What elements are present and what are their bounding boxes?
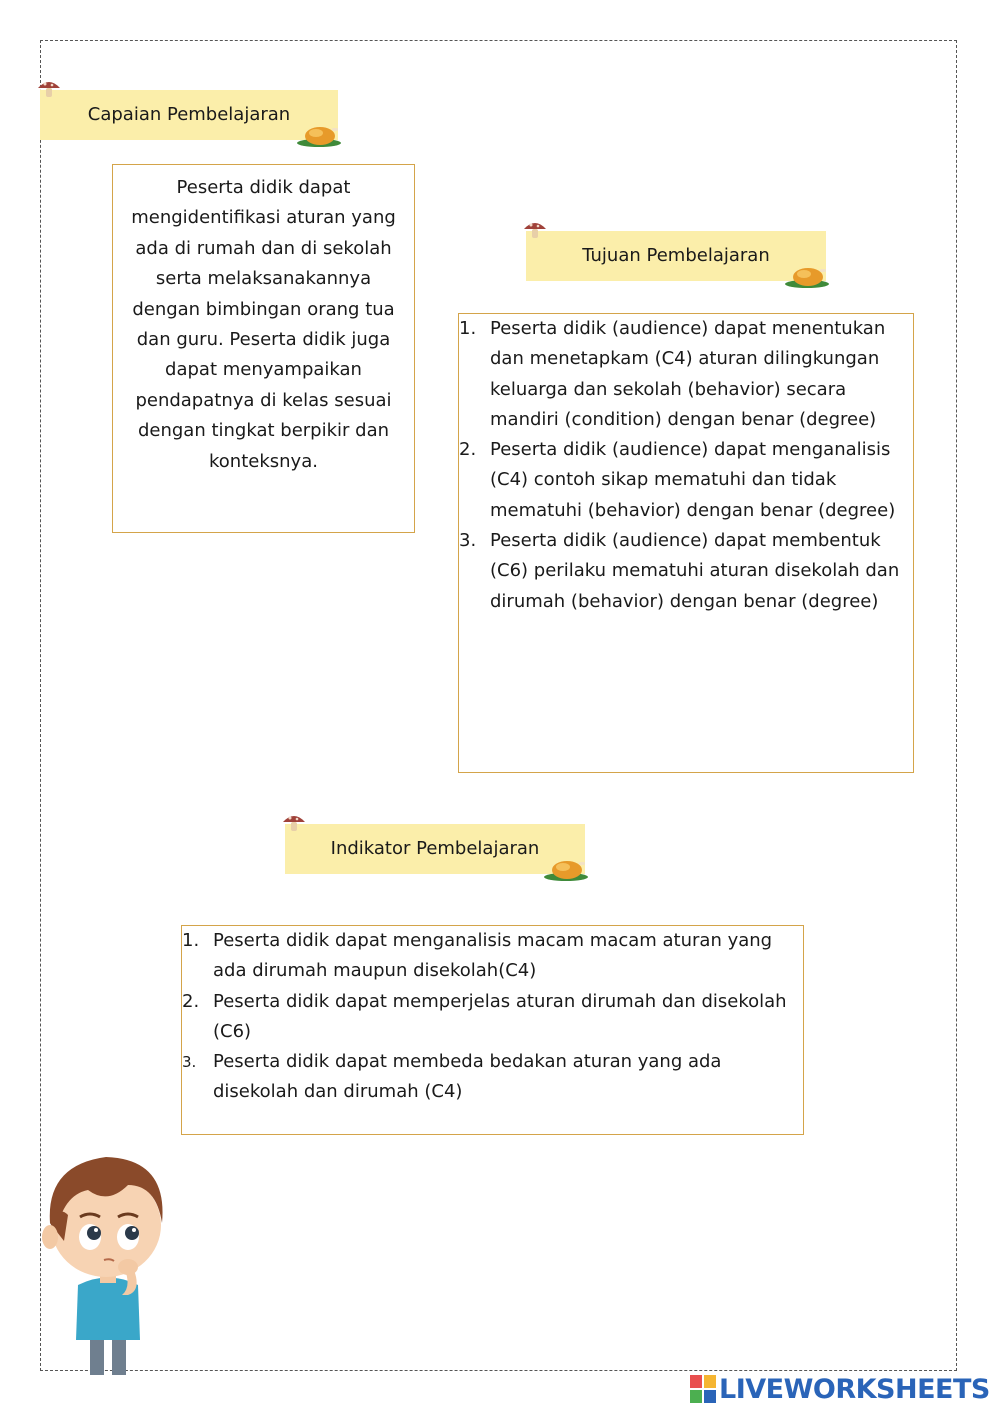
capaian-banner [40,90,338,140]
list-item: 3. Peserta didik (audience) dapat membentuk (C6) perilaku mematuhi aturan disekolah dan dirumah (behavior) dengan benar (degree) [459,530,900,612]
liveworksheets-logo-icon [690,1375,716,1403]
list-item: 2. Peserta didik dapat memperjelas aturan dirumah dan disekolah (C6) [182,990,787,1042]
indikator-box [181,925,804,1135]
capaian-text: Peserta didik dapat mengidentifikasi aturan yang ada di rumah dan di sekolah serta melaksanakannya dengan bimbingan orang tua dan guru. Peserta didik juga dapat menyampaikan pendapatnya di kelas sesuai dengan tingkat berpikir dan konteksnya. [131,177,396,472]
capaian-title: Capaian Pembelajaran [87,104,291,125]
list-item: 1. Peserta didik (audience) dapat menentukan dan menetapkam (C4) aturan dilingkungan keluarga dan sekolah (behavior) secara mandiri (condition) dengan benar (degree) [459,318,886,430]
list-item: 3. Peserta didik dapat membeda bedakan aturan yang ada disekolah dan dirumah (C4) [182,1051,722,1103]
roast-turkey-icon [543,856,589,882]
indikator-title: Indikator Pembelajaran [330,838,540,859]
thinking-boy-illustration [28,1145,178,1375]
roast-turkey-icon [296,122,342,148]
tujuan-box [458,313,914,773]
indikator-banner [285,824,585,874]
roast-turkey-icon [784,263,830,289]
capaian-box [112,164,415,533]
tujuan-title: Tujuan Pembelajaran [582,245,770,266]
brand-text: LIVEWORKSHEETS [719,1373,990,1405]
liveworksheets-brand [690,1372,990,1406]
list-item: 1. Peserta didik dapat menganalisis macam macam aturan yang ada dirumah maupun disekolah(C4) [182,930,773,982]
indikator-list [182,926,803,1108]
tujuan-list [459,314,913,617]
list-item: 2. Peserta didik (audience) dapat menganalisis (C4) contoh sikap mematuhi dan tidak mematuhi (behavior) dengan benar (degree) [459,439,896,521]
tujuan-banner [526,231,826,281]
